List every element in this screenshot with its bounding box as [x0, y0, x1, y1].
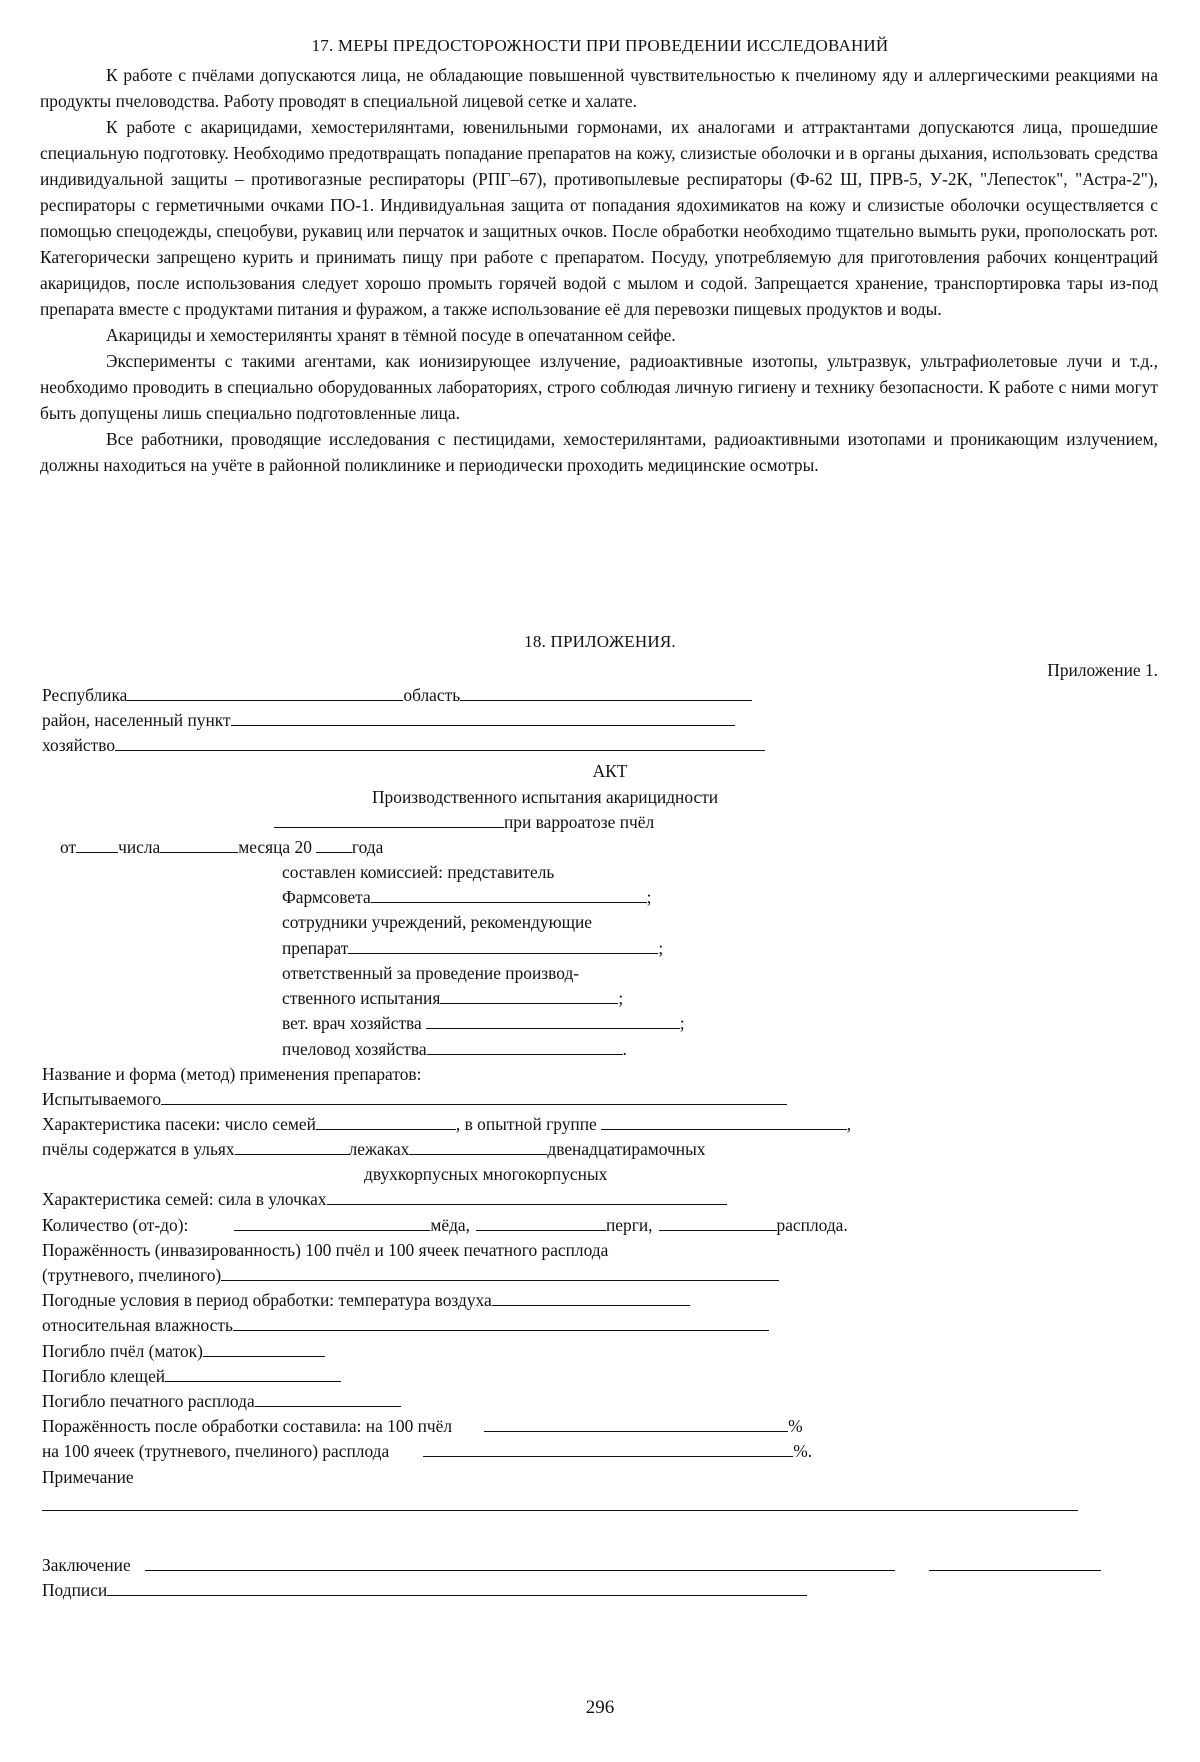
field-perga[interactable]: [476, 1214, 606, 1231]
form-row-date: [60, 836, 383, 858]
label-pharmsovet: Фармсовета: [282, 887, 371, 907]
field-republic[interactable]: [127, 684, 403, 701]
field-district[interactable]: [231, 709, 735, 726]
field-responsible[interactable]: [440, 987, 618, 1004]
annex-label: Приложение 1.: [1047, 660, 1158, 680]
form-row-humidity: [42, 1314, 769, 1336]
field-hives-twelve[interactable]: [409, 1138, 547, 1155]
section-18-title: 18. ПРИЛОЖЕНИЯ.: [524, 632, 676, 651]
label-commission: составлен комиссией: представитель: [282, 862, 555, 882]
label-dead-brood: Погибло печатного расплода: [42, 1391, 255, 1411]
label-responsible-2: ственного испытания: [282, 988, 441, 1008]
label-perga: перги,: [606, 1215, 653, 1235]
section-17-title: 17. МЕРЫ ПРЕДОСТОРОЖНОСТИ ПРИ ПРОВЕДЕНИИ ИССЛЕДОВАНИЙ: [311, 36, 889, 55]
label-month: месяца 20: [238, 837, 312, 857]
label-staff: сотрудники учреждений, рекомендующие: [282, 912, 593, 932]
field-preparat[interactable]: [348, 937, 658, 954]
field-conclusion[interactable]: [145, 1554, 895, 1571]
label-honey: мёда,: [430, 1215, 470, 1235]
field-vet[interactable]: [426, 1012, 680, 1029]
label-tested: Испытываемого: [42, 1089, 162, 1109]
label-quantity: Количество (от-до):: [42, 1215, 189, 1235]
form-row-weather: [42, 1289, 690, 1311]
field-day[interactable]: [76, 836, 118, 853]
label-dead-bees: Погибло пчёл (маток): [42, 1341, 203, 1361]
label-two-body: двухкорпусных многокорпусных: [364, 1164, 608, 1184]
form-row-responsible: [282, 987, 623, 1009]
form-row-families: [42, 1188, 727, 1210]
act-subtitle-2: при варроатозе пчёл: [504, 812, 655, 832]
form-row-quantity: [42, 1214, 848, 1236]
label-signatures: Подписи: [42, 1580, 108, 1600]
form-row-farm: [42, 734, 765, 756]
label-weather: Погодные условия в период обработки: температура воздуха: [42, 1290, 492, 1310]
label-test-group: , в опытной группе: [455, 1114, 597, 1134]
field-after-cells[interactable]: [423, 1440, 793, 1457]
form-row-dead-mites: [42, 1365, 341, 1387]
form-row-dead-bees: [42, 1340, 325, 1362]
form-row-preparat: [282, 937, 663, 959]
label-note: Примечание: [42, 1467, 134, 1487]
label-day: числа: [118, 837, 161, 857]
label-republic: Республика: [42, 685, 128, 705]
label-from: от: [60, 837, 77, 857]
paragraph-4: Эксперименты с такими агентами, как ионизирующее излучение, радиоактивные изотопы, ультразвук, ультрафиолетовые лучи и т.д., необходимо проводить в специально оборудованных лабораториях, строго соблюдая личную гигиену и технику безопасности. К работе с ними могут быть допущены лишь специально подготовленные лица.: [40, 351, 1158, 423]
form-row-pharmsovet: [282, 886, 652, 908]
form-row-signatures: [42, 1579, 807, 1601]
form-row-dead-brood: [42, 1390, 401, 1412]
field-pharmsovet[interactable]: [371, 886, 647, 903]
form-row-tested: [42, 1088, 787, 1110]
field-families-strength[interactable]: [327, 1188, 727, 1205]
punct-semicolon: ;: [679, 1013, 685, 1033]
paragraph-1: К работе с пчёлами допускаются лица, не обладающие повышенной чувствительностью к пчелиному яду и аллергическими реакциями на продукты пчеловодства. Работу проводят в специальной лицевой сетке и халате.: [40, 65, 1158, 111]
label-families: Характеристика семей: сила в улочках: [42, 1189, 327, 1209]
field-after-bees[interactable]: [484, 1415, 788, 1432]
field-honey[interactable]: [234, 1214, 430, 1231]
label-drone-worker: (трутневого, пчелиного): [42, 1265, 222, 1285]
label-dead-mites: Погибло клещей: [42, 1366, 166, 1386]
field-dead-mites[interactable]: [165, 1365, 341, 1382]
punct-semicolon: ;: [646, 887, 652, 907]
field-year[interactable]: [316, 836, 352, 853]
field-dead-bees[interactable]: [203, 1340, 325, 1357]
form-row-conclusion: [42, 1554, 1101, 1576]
form-row-after-bees: [42, 1415, 803, 1437]
label-preparat: препарат: [282, 938, 349, 958]
label-region: область: [403, 685, 461, 705]
form-row-drone-worker: [42, 1264, 779, 1286]
field-humidity[interactable]: [233, 1314, 769, 1331]
field-beekeeper[interactable]: [427, 1038, 623, 1055]
label-hives: пчёлы содержатся в ульях: [42, 1139, 235, 1159]
field-month[interactable]: [160, 836, 238, 853]
punct-semicolon: ;: [618, 988, 624, 1008]
field-conclusion-extra[interactable]: [929, 1554, 1101, 1571]
paragraph-2: К работе с акарицидами, хемостерилянтами, ювенильными гормонами, их аналогами и аттрактантами допускаются лица, прошедшие специальную подготовку. Необходимо предотвращать попадание препаратов на кожу, слизистые оболочки и в органы дыхания, использовать средства индивидуальной защиты – противогазные респираторы (РПГ–67), противопылевые респираторы (Ф-62 Ш, ПРВ-5, У-2К, "Лепесток", "Астра-2"), респираторы с герметичными очками ПО-1. Индивидуальная защита от попадания ядохимикатов на кожу и слизистые оболочки осуществляется с помощью спецодежды, спецобуви, рукавиц или перчаток и защитных очков. После обработки необходимо тщательно вымыть руки, прополоскать рот. Категорически запрещено курить и принимать пищу при работе с препаратом. Посуду, употребляемую для приготовления рабочих концентраций акарицидов, после использования следует хорошо промыть горячей водой с мылом и содой. Запрещается хранение, транспортировка тары из-под препарата вместе с продуктами питания и фуражом, а также использование её для перевозки пищевых продуктов и воды.: [40, 117, 1158, 319]
label-twelve: двенадцатирамочных: [547, 1139, 706, 1159]
field-dead-brood[interactable]: [255, 1390, 401, 1407]
act-subtitle: Производственного испытания акарицидности: [372, 787, 719, 807]
label-after-cells: на 100 ячеек (трутневого, пчелиного) расплода: [42, 1441, 390, 1461]
form-row-hives: [42, 1138, 706, 1160]
field-brood[interactable]: [659, 1214, 777, 1231]
label-year: года: [351, 837, 384, 857]
punct-percent-period: %.: [793, 1441, 813, 1461]
form-row-preparation: [274, 811, 654, 833]
field-test-group[interactable]: [601, 1113, 847, 1130]
act-title: АКТ: [592, 761, 628, 781]
field-tested[interactable]: [161, 1088, 787, 1105]
label-responsible-1: ответственный за проведение производ-: [282, 963, 580, 983]
section-17-body: [40, 62, 1158, 478]
label-beekeeper: пчеловод хозяйства: [282, 1039, 427, 1059]
field-farm[interactable]: [115, 734, 765, 751]
label-conclusion: Заключение: [42, 1555, 131, 1575]
field-note[interactable]: [42, 1510, 1078, 1511]
form-row-district: [42, 709, 735, 731]
label-infestation: Поражённость (инвазированность) 100 пчёл и 100 ячеек печатного расплода: [42, 1240, 609, 1260]
label-prep-name: Название и форма (метод) применения препаратов:: [42, 1064, 422, 1084]
punct-comma: ,: [846, 1114, 852, 1134]
field-infestation[interactable]: [221, 1264, 779, 1281]
label-humidity: относительная влажность: [42, 1315, 233, 1335]
punct-percent: %: [788, 1416, 803, 1436]
form-row-apiary: [42, 1113, 851, 1135]
field-temperature[interactable]: [492, 1289, 690, 1306]
label-apiary: Характеристика пасеки: число семей: [42, 1114, 316, 1134]
punct-semicolon: ;: [658, 938, 664, 958]
punct-period: .: [622, 1039, 627, 1059]
paragraph-5: Все работники, проводящие исследования с пестицидами, хемостерилянтами, радиоактивными изотопами и проникающим излучением, должны находиться на учёте в районной поликлинике и периодически проходить медицинские осмотры.: [40, 429, 1158, 475]
label-after-bees: Поражённость после обработки составила: на 100 пчёл: [42, 1416, 453, 1436]
field-region[interactable]: [460, 684, 752, 701]
label-district: район, населенный пункт: [42, 710, 231, 730]
form-row-after-cells: [42, 1440, 812, 1462]
form-row-vet: [282, 1012, 685, 1034]
form-row-beekeeper: [282, 1038, 627, 1060]
field-signatures[interactable]: [107, 1579, 807, 1596]
field-families-count[interactable]: [316, 1113, 456, 1130]
label-brood: расплода.: [776, 1215, 848, 1235]
label-vet: вет. врач хозяйства: [282, 1013, 422, 1033]
field-preparation-name[interactable]: [274, 811, 504, 828]
field-hives-lezhak[interactable]: [235, 1138, 349, 1155]
form-row-republic: [42, 684, 752, 706]
label-farm: хозяйство: [42, 735, 116, 755]
paragraph-3: Акарициды и хемостерилянты хранят в тёмной посуде в опечатанном сейфе.: [106, 325, 676, 345]
label-lezhak: лежаках: [348, 1139, 410, 1159]
page-number: 296: [585, 1697, 615, 1718]
